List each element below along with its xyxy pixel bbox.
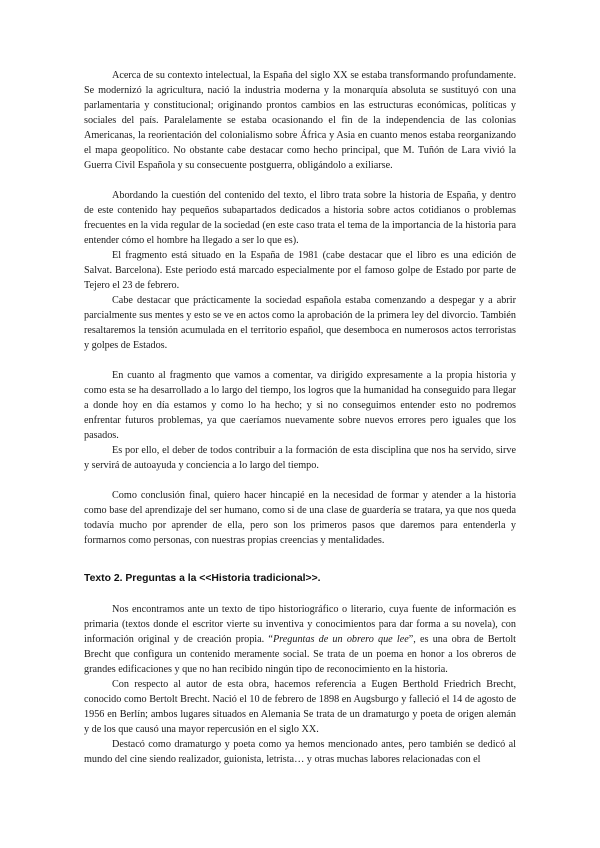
paragraph-spanish-society: Cabe destacar que prácticamente la sociedad española estaba comenzando a despegar y a abrir parcialmente sus mentes y esto se ve en actos como la aprobación de la primera ley del divorcio. También resaltaremos la tensión acumulada en el territorio español, que desemboca en numerosos actos terroristas y golpes de Estados. xyxy=(84,295,516,351)
paragraph-conclusion: Como conclusión final, quiero hacer hincapié en la necesidad de formar y atender a la historia como base del aprendizaje del ser humano, como si de una clase de guardería se tratara, ya que nos queda todavía mucho por aprender de ella, pero son los primeros pasos que daremos para entenderla y formarnos como personas, con nuestras propias creencias y mentalidades. xyxy=(84,490,516,546)
paragraph-fragment-analysis: En cuanto al fragmento que vamos a comentar, va dirigido expresamente a la propia historia y como esta se ha desarrollado a lo largo del tiempo, los logros que la humanidad ha conseguido para llegar a donde hoy en día estamos y como lo ha hecho; y si no conseguimos entender esto no podremos enfrentar futuros problemas, ya que caeríamos nuevamente sobre nuevos errores pero iguales que los pasados. xyxy=(84,370,516,441)
section-gap xyxy=(84,548,516,563)
text-type-lead: Nos encontramos ante un texto de tipo historiográfico o literario, cuya fuente de información es primaria (textos donde el escritor vierte su inventiva y conocimientos para dar forma a su novela), con información original y de creación propia. “ xyxy=(84,604,516,645)
paragraph-intellectual-context: Acerca de su contexto intelectual, la España del siglo XX se estaba transformando profundamente. Se modernizó la agricultura, nació la industria moderna y la monarquía absoluta se sustituyó con una parlamentaria y constitucional; originando prontos cambios en las estructuras económicas, políticas y sociales del país. Paralelamente se estaba ocasionando el fin de la independencia de las colonias Americanas, la reorientación del colonialismo sobre África y Asia en cuanto menos estaba reorganizando el mapa geopolítico. No obstante cabe destacar como hecho principal, que M. Tuñón de Lara vivió la Guerra Civil Española y su consecuente postguerra, obligándolo a exiliarse. xyxy=(84,70,516,171)
section-gap xyxy=(84,586,516,594)
section-gap xyxy=(84,563,516,571)
section-gap xyxy=(84,594,516,602)
paragraph-text-type xyxy=(84,602,516,677)
paragraph-gap xyxy=(84,173,516,188)
paragraph-gap xyxy=(84,353,516,368)
paragraph-duty: Es por ello, el deber de todos contribuir a la formación de esta disciplina que nos ha servido, sirve y servirá de autoayuda y conciencia a lo largo del tiempo. xyxy=(84,445,516,471)
paragraph-fragment-context: El fragmento está situado en la España de 1981 (cabe destacar que el libro es una edición de Salvat. Barcelona). Este periodo está marcado especialmente por el famoso golpe de Estado por parte de Tejero el 23 de febrero. xyxy=(84,250,516,291)
paragraph-author: Con respecto al autor de esta obra, hacemos referencia a Eugen Berthold Friedrich Brecht, conocido como Bertolt Brecht. Nació el 10 de febrero de 1898 en Augsburgo y falleció el 14 de agosto de 1956 en Berlín; ambos lugares situados en Alemania Se trata de un dramaturgo y poeta de origen alemán y de los que causó una mayor repercusión en el siglo XX. xyxy=(84,679,516,735)
poem-title: Preguntas de un obrero que lee xyxy=(272,634,409,645)
paragraph-career: Destacó como dramaturgo y poeta como ya hemos mencionado antes, pero también se dedicó al mundo del cine siendo realizador, guionista, letrista… y otras muchas labores relacionadas con el xyxy=(84,739,516,765)
text-type-rest: ”, es una obra de Bertolt Brecht que configura un contenido meramente social. Se trata de un poema en honor a los obreros de grandes edificaciones y que no han recibido ningún tipo de reconocimiento en la historia. xyxy=(84,634,516,675)
paragraph-content-overview: Abordando la cuestión del contenido del texto, el libro trata sobre la historia de España, y dentro de este contenido hay pequeños subapartados dedicados a historia sobre actos cotidianos o problemas frecuentes en la vida regular de la sociedad (en este caso trata el tema de la importancia de la historia para entender cómo el hombre ha llegado a ser lo que es). xyxy=(84,190,516,246)
paragraph-gap xyxy=(84,473,516,488)
section-heading-texto-2: Texto 2. Preguntas a la <<Historia tradicional>>. xyxy=(84,573,321,584)
